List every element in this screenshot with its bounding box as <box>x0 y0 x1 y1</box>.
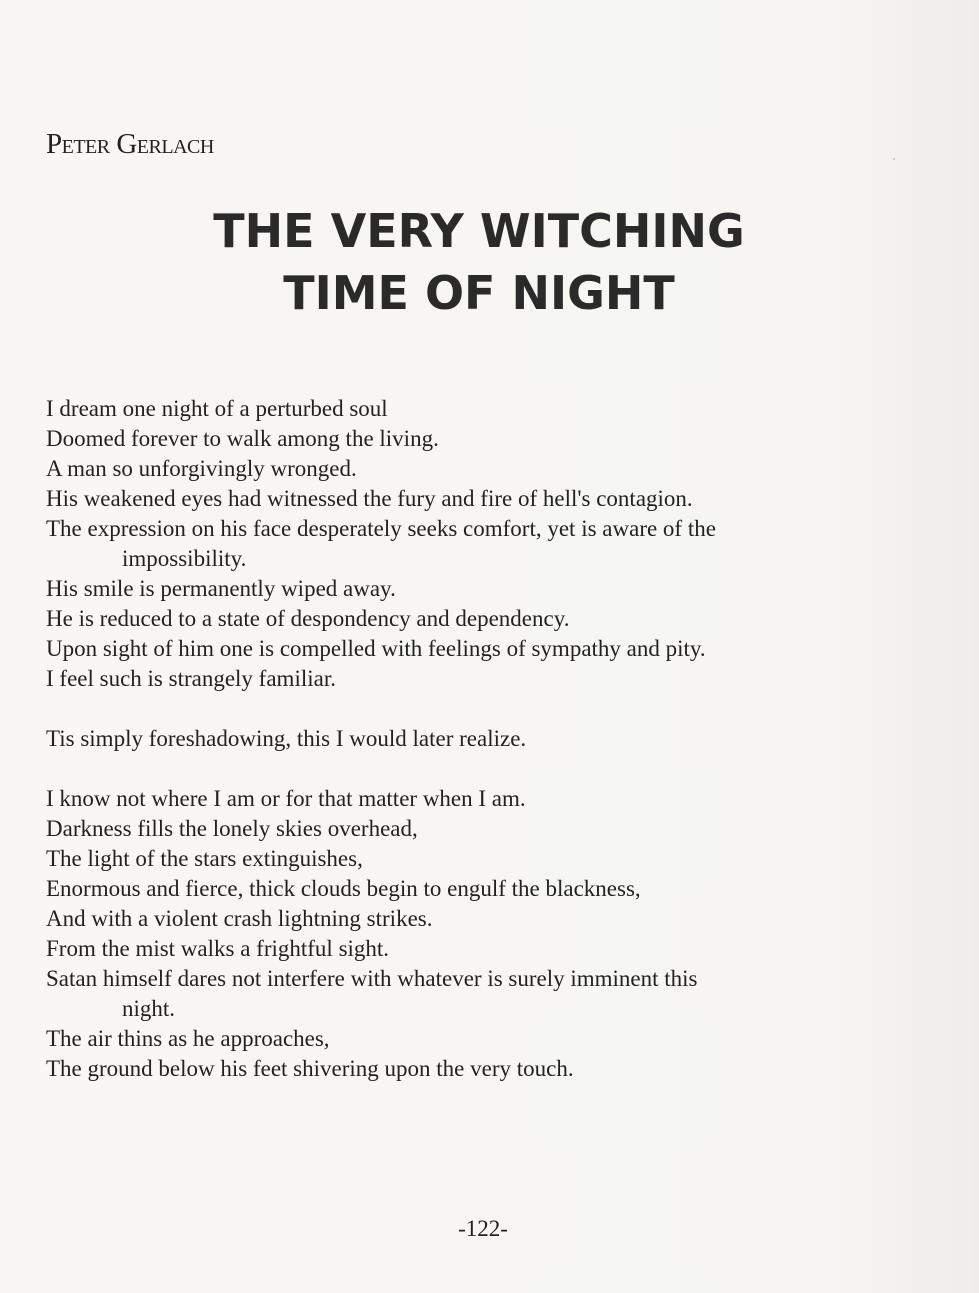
author-name: Peter Gerlach <box>46 128 214 160</box>
poem-line: Upon sight of him one is compelled with feelings of sympathy and pity. <box>46 636 706 661</box>
poem-line: He is reduced to a state of despondency and dependency. <box>46 606 570 631</box>
poem-line: The light of the stars extinguishes, <box>46 846 363 871</box>
poem-body <box>46 394 926 1084</box>
poem-line: The air thins as he approaches, <box>46 1026 330 1051</box>
poem-line: I dream one night of a perturbed soul <box>46 396 388 421</box>
poem-line: I feel such is strangely familiar. <box>46 666 336 691</box>
paper-speck <box>893 158 895 160</box>
poem-line: Satan himself dares not interfere with whatever is surely imminent this <box>46 966 698 991</box>
poem-line: From the mist walks a frightful sight. <box>46 936 390 961</box>
poem-line: Darkness fills the lonely skies overhead, <box>46 816 418 841</box>
poem-line: His smile is permanently wiped away. <box>46 576 396 601</box>
poem-title-line-2: TIME OF NIGHT <box>283 266 675 320</box>
poem-line-continuation: night. <box>122 996 176 1021</box>
page-number: -122- <box>458 1216 508 1241</box>
poem-title-line-1: THE VERY WITCHING <box>213 204 745 258</box>
poem-line: The ground below his feet shivering upon the very touch. <box>46 1056 574 1081</box>
poem-line: And with a violent crash lightning strikes. <box>46 906 433 931</box>
poem-line: The expression on his face desperately seeks comfort, yet is aware of the <box>46 516 716 541</box>
poem-line: Tis simply foreshadowing, this I would later realize. <box>46 726 527 751</box>
poem-line-continuation: impossibility. <box>122 546 247 571</box>
poem-line: Enormous and fierce, thick clouds begin to engulf the blackness, <box>46 876 641 901</box>
poem-line: I know not where I am or for that matter when I am. <box>46 786 526 811</box>
stanza-break <box>46 754 926 784</box>
stanza-break <box>46 694 926 724</box>
poem-line: His weakened eyes had witnessed the fury and fire of hell's contagion. <box>46 486 693 511</box>
poem-line: A man so unforgivingly wronged. <box>46 456 357 481</box>
poem-line: Doomed forever to walk among the living. <box>46 426 439 451</box>
